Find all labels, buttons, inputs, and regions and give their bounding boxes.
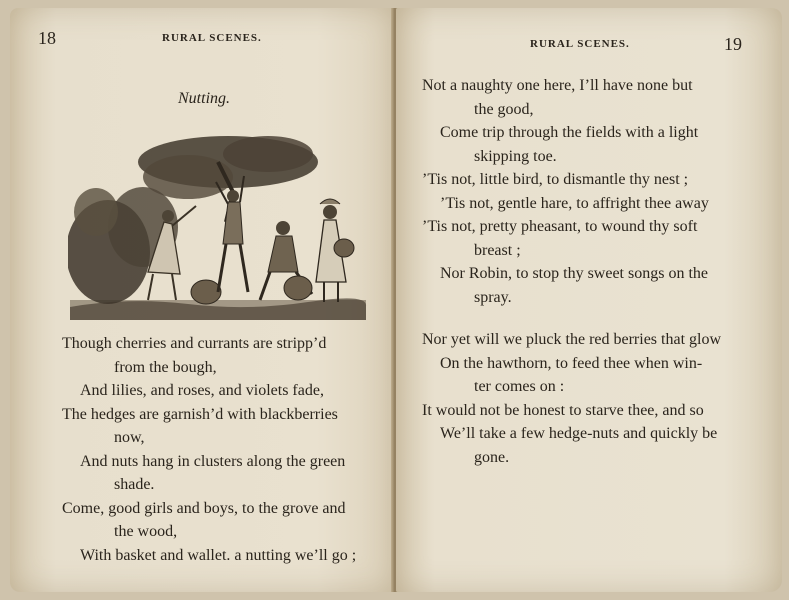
left-page	[10, 8, 394, 592]
poem-line: Come trip through the fields with a light	[440, 124, 699, 141]
poem-line: And lilies, and roses, and violets fade,	[80, 382, 324, 399]
open-book	[4, 8, 785, 596]
right-poem-stanza-1	[422, 74, 709, 309]
poem-line: skipping toe.	[474, 147, 557, 165]
right-poem-stanza-2	[422, 328, 721, 469]
poem-line: the good,	[474, 100, 534, 118]
poem-line: ’Tis not, gentle hare, to affright thee away	[440, 194, 709, 212]
right-page	[396, 8, 782, 592]
poem-line: With basket and wallet. a nutting we’ll go ;	[80, 546, 357, 564]
poem-line: Nor yet will we pluck the red berries that glow	[422, 331, 722, 348]
poem-line: And nuts hang in clusters along the green	[80, 452, 346, 470]
poem-line: The hedges are garnish’d with blackberries	[62, 405, 338, 423]
poem-line: ’Tis not, pretty pheasant, to wound thy soft	[422, 218, 698, 235]
poem-line: ’Tis not, little bird, to dismantle thy nest ;	[422, 171, 689, 188]
left-poem-text	[62, 332, 356, 567]
poem-line: Nor Robin, to stop thy sweet songs on the	[440, 265, 708, 282]
poem-line: breast ;	[474, 241, 521, 259]
page-number-left: 18	[38, 28, 56, 48]
poem-line: ter comes on :	[474, 378, 565, 395]
running-head-right: RURAL SCENES.	[530, 38, 630, 50]
poem-line: Not a naughty one here, I’ll have none but	[422, 77, 693, 94]
poem-line: shade.	[114, 476, 155, 493]
poem-line: from the bough,	[114, 358, 217, 376]
poem-title: Nutting.	[178, 90, 231, 107]
poem-line: Though cherries and currants are stripp’d	[62, 335, 327, 352]
poem-line: Come, good girls and boys, to the grove and	[62, 499, 346, 517]
running-head-left: RURAL SCENES.	[162, 32, 262, 44]
poem-line: On the hawthorn, to feed thee when win-	[440, 354, 703, 372]
poem-line: gone.	[474, 448, 510, 466]
poem-line: We’ll take a few hedge-nuts and quickly be	[440, 425, 718, 442]
poem-line: now,	[114, 429, 145, 446]
poem-line: It would not be honest to starve thee, and so	[422, 401, 704, 419]
poem-line: the wood,	[114, 523, 178, 540]
engraving-children-nutting-icon	[68, 132, 368, 322]
poem-line: spray.	[474, 288, 512, 306]
page-number-right: 19	[724, 34, 742, 54]
